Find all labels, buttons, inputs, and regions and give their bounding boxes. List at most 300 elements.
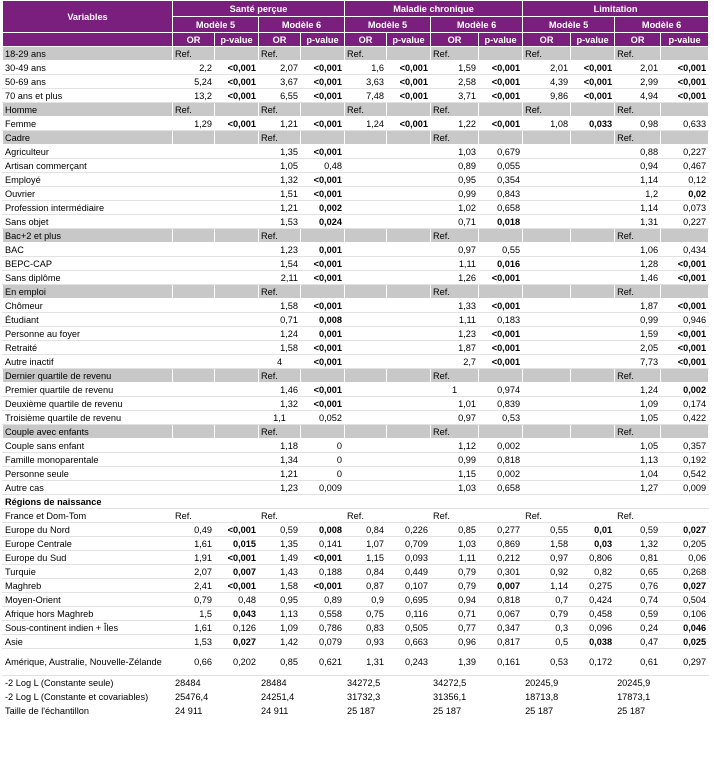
table-row	[3, 299, 709, 313]
odds-ratio-cell: 1,21	[259, 117, 301, 131]
odds-ratio-cell: 1,42	[259, 635, 301, 649]
odds-ratio-cell	[345, 201, 387, 215]
or-header: OR	[345, 33, 387, 47]
odds-ratio-cell: 1,11	[431, 313, 479, 327]
odds-ratio-cell: 0,96	[431, 635, 479, 649]
table-row	[3, 607, 709, 621]
p-value-cell: <0,001	[661, 75, 709, 89]
odds-ratio-cell	[173, 173, 215, 187]
p-value-cell: <0,001	[571, 61, 615, 75]
row-label: Famille monoparentale	[3, 453, 173, 467]
odds-ratio-cell	[345, 131, 387, 145]
row-label: Chômeur	[3, 299, 173, 313]
odds-ratio-cell: 2,05	[615, 341, 661, 355]
p-value-cell	[571, 411, 615, 425]
p-value-cell: 0,126	[215, 621, 259, 635]
p-value-cell	[387, 509, 431, 523]
p-value-cell	[387, 495, 431, 509]
p-value-cell	[301, 229, 345, 243]
p-value-cell	[661, 425, 709, 439]
odds-ratio-cell: 2,99	[615, 75, 661, 89]
odds-ratio-cell: 1,91	[173, 551, 215, 565]
p-value-cell: 0,424	[571, 593, 615, 607]
odds-ratio-cell: 0,76	[615, 579, 661, 593]
odds-ratio-cell: 2,2	[173, 61, 215, 75]
p-value-cell	[571, 369, 615, 383]
odds-ratio-cell	[345, 355, 387, 369]
odds-ratio-cell	[345, 369, 387, 383]
odds-ratio-cell	[173, 229, 215, 243]
p-value-cell: 0,073	[661, 201, 709, 215]
odds-ratio-cell	[523, 397, 571, 411]
model-header: Modèle 5	[345, 17, 431, 33]
odds-ratio-cell: 6,55	[259, 89, 301, 103]
p-value-cell	[215, 327, 259, 341]
footer-row	[3, 676, 709, 690]
table-row	[3, 523, 709, 537]
footer-value: 24 911	[259, 704, 345, 718]
p-value-cell	[215, 271, 259, 285]
odds-ratio-cell	[173, 159, 215, 173]
odds-ratio-cell: 1,08	[523, 117, 571, 131]
odds-ratio-cell: 1,31	[615, 215, 661, 229]
p-value-cell: 0,946	[661, 313, 709, 327]
or-header: OR	[523, 33, 571, 47]
odds-ratio-cell: 1,24	[345, 117, 387, 131]
p-value-cell	[571, 131, 615, 145]
p-value-cell: 0,663	[387, 635, 431, 649]
odds-ratio-cell: 4,94	[615, 89, 661, 103]
p-value-cell: 0,422	[661, 411, 709, 425]
table-row	[3, 257, 709, 271]
p-value-cell: 0,542	[661, 467, 709, 481]
p-value-cell	[387, 215, 431, 229]
reference-cell: Ref.	[259, 103, 301, 117]
p-value-cell: <0,001	[479, 61, 523, 75]
p-value-cell: <0,001	[215, 75, 259, 89]
group-header-sante: Santé perçue	[173, 1, 345, 17]
p-value-cell	[571, 215, 615, 229]
odds-ratio-cell	[523, 355, 571, 369]
p-value-cell	[387, 327, 431, 341]
p-value-cell	[571, 425, 615, 439]
reference-cell: Ref.	[615, 131, 661, 145]
p-value-cell: <0,001	[387, 89, 431, 103]
p-value-cell: <0,001	[479, 75, 523, 89]
table-row	[3, 649, 709, 676]
p-value-cell: 0,434	[661, 243, 709, 257]
p-value-cell	[571, 467, 615, 481]
p-value-cell: <0,001	[479, 117, 523, 131]
p-value-cell: 0,467	[661, 159, 709, 173]
odds-ratio-cell: 1,02	[431, 201, 479, 215]
p-value-cell	[571, 439, 615, 453]
p-value-cell: 0,843	[479, 187, 523, 201]
odds-ratio-cell: 0,79	[431, 579, 479, 593]
odds-ratio-cell	[173, 467, 215, 481]
reference-cell: Ref.	[523, 47, 571, 61]
odds-ratio-cell	[345, 453, 387, 467]
p-value-cell: 0,449	[387, 565, 431, 579]
footer-value: 25 187	[523, 704, 615, 718]
footer-value: 25 187	[615, 704, 709, 718]
odds-ratio-cell: 1,59	[431, 61, 479, 75]
odds-ratio-cell: 0,97	[431, 243, 479, 257]
row-label: Ouvrier	[3, 187, 173, 201]
reference-cell: Ref.	[431, 369, 479, 383]
odds-ratio-cell: 1,13	[615, 453, 661, 467]
odds-ratio-cell: 1,14	[615, 201, 661, 215]
odds-ratio-cell: 0,5	[523, 635, 571, 649]
p-value-cell	[215, 495, 259, 509]
odds-ratio-cell	[523, 383, 571, 397]
table-row	[3, 313, 709, 327]
p-value-cell: <0,001	[661, 327, 709, 341]
p-value-cell	[215, 397, 259, 411]
row-label: Deuxième quartile de revenu	[3, 397, 173, 411]
p-value-cell: 0,009	[301, 481, 345, 495]
reference-cell: Ref.	[431, 285, 479, 299]
variables-header: Variables	[3, 1, 173, 33]
odds-ratio-cell: 1,33	[431, 299, 479, 313]
table-row	[3, 173, 709, 187]
p-value-cell: 0,818	[479, 593, 523, 607]
p-value-cell	[479, 131, 523, 145]
p-value-cell: 0,357	[661, 439, 709, 453]
reference-cell: Ref.	[345, 47, 387, 61]
or-header: OR	[173, 33, 215, 47]
p-value-cell: 0,212	[479, 551, 523, 565]
p-value-cell	[215, 257, 259, 271]
p-value-cell: 0,48	[301, 159, 345, 173]
odds-ratio-cell	[173, 481, 215, 495]
p-value-cell: 0,504	[661, 593, 709, 607]
table-row	[3, 635, 709, 649]
row-label: Europe Centrale	[3, 537, 173, 551]
row-label: Cadre	[3, 131, 173, 145]
odds-ratio-cell: 1,43	[259, 565, 301, 579]
footer-value: 34272,5	[345, 676, 431, 690]
p-value-cell: <0,001	[215, 61, 259, 75]
p-value-cell: 0,174	[661, 397, 709, 411]
p-value-cell	[387, 411, 431, 425]
p-value-cell	[387, 453, 431, 467]
p-value-cell	[571, 355, 615, 369]
p-value-cell: <0,001	[661, 61, 709, 75]
footer-label: -2 Log L (Constante et covariables)	[3, 690, 173, 704]
odds-ratio-cell: 1,53	[173, 635, 215, 649]
table-row	[3, 201, 709, 215]
p-value-cell	[571, 187, 615, 201]
reference-cell: Ref.	[173, 103, 215, 117]
p-value-cell: 0,974	[479, 383, 523, 397]
odds-ratio-cell	[523, 215, 571, 229]
footer-value: 18713,8	[523, 690, 615, 704]
p-value-cell: <0,001	[301, 341, 345, 355]
p-value-cell: 0,043	[215, 607, 259, 621]
odds-ratio-cell: 1,06	[615, 243, 661, 257]
row-label: Femme	[3, 117, 173, 131]
table-row	[3, 187, 709, 201]
odds-ratio-cell	[173, 495, 215, 509]
reference-cell: Ref.	[615, 509, 661, 523]
p-value-cell	[387, 369, 431, 383]
p-value-cell: <0,001	[301, 173, 345, 187]
p-value-cell: 0,055	[479, 159, 523, 173]
footer-value: 34272,5	[431, 676, 523, 690]
odds-ratio-cell: 1,6	[345, 61, 387, 75]
p-value-cell	[387, 257, 431, 271]
reference-cell: Ref.	[431, 425, 479, 439]
odds-ratio-cell	[523, 453, 571, 467]
p-value-cell	[661, 509, 709, 523]
group-header-limitation: Limitation	[523, 1, 709, 17]
p-value-cell	[387, 383, 431, 397]
odds-ratio-cell: 1,07	[345, 537, 387, 551]
p-value-cell	[479, 229, 523, 243]
p-value-cell: <0,001	[479, 299, 523, 313]
pvalue-header: p-value	[571, 33, 615, 47]
reference-cell: Ref.	[431, 131, 479, 145]
row-label: Étudiant	[3, 313, 173, 327]
odds-ratio-cell	[523, 145, 571, 159]
p-value-cell	[387, 313, 431, 327]
p-value-cell	[571, 145, 615, 159]
p-value-cell	[215, 201, 259, 215]
p-value-cell: 0,202	[215, 649, 259, 676]
odds-ratio-cell	[523, 439, 571, 453]
p-value-cell: 0,633	[661, 117, 709, 131]
p-value-cell: <0,001	[301, 355, 345, 369]
p-value-cell	[387, 397, 431, 411]
odds-ratio-cell: 1,22	[431, 117, 479, 131]
reference-cell: Ref.	[615, 285, 661, 299]
odds-ratio-cell: 1,32	[259, 397, 301, 411]
odds-ratio-cell: 1,27	[615, 481, 661, 495]
odds-ratio-cell: 0,93	[345, 635, 387, 649]
p-value-cell: 0,01	[571, 523, 615, 537]
odds-ratio-cell: 0,84	[345, 565, 387, 579]
reference-group-row	[3, 229, 709, 243]
p-value-cell	[387, 47, 431, 61]
model-header: Modèle 6	[615, 17, 709, 33]
p-value-cell	[571, 509, 615, 523]
p-value-cell: <0,001	[301, 117, 345, 131]
p-value-cell: <0,001	[387, 117, 431, 131]
odds-ratio-cell	[345, 257, 387, 271]
p-value-cell	[571, 481, 615, 495]
p-value-cell	[571, 453, 615, 467]
odds-ratio-cell	[345, 299, 387, 313]
odds-ratio-cell: 3,63	[345, 75, 387, 89]
row-label: 18-29 ans	[3, 47, 173, 61]
p-value-cell: 0,82	[571, 565, 615, 579]
odds-ratio-cell: 0,55	[523, 523, 571, 537]
p-value-cell	[387, 425, 431, 439]
table-row	[3, 327, 709, 341]
table-row	[3, 397, 709, 411]
table-row	[3, 551, 709, 565]
p-value-cell: 0,53	[479, 411, 523, 425]
row-label: Asie	[3, 635, 173, 649]
p-value-cell: 0,007	[479, 579, 523, 593]
odds-ratio-cell: 0,77	[431, 621, 479, 635]
odds-ratio-cell	[523, 229, 571, 243]
odds-ratio-cell	[523, 159, 571, 173]
odds-ratio-cell: 0,59	[259, 523, 301, 537]
p-value-cell	[387, 341, 431, 355]
row-label: Couple avec enfants	[3, 425, 173, 439]
p-value-cell	[387, 201, 431, 215]
row-label: Employé	[3, 173, 173, 187]
odds-ratio-cell: 1,49	[259, 551, 301, 565]
p-value-cell: 0	[301, 439, 345, 453]
blank-header-cell	[3, 33, 173, 47]
p-value-cell: 0,002	[301, 201, 345, 215]
p-value-cell: 0,001	[301, 243, 345, 257]
or-header: OR	[259, 33, 301, 47]
p-value-cell: <0,001	[301, 75, 345, 89]
odds-ratio-cell: 1,14	[615, 173, 661, 187]
odds-ratio-cell	[523, 173, 571, 187]
odds-ratio-cell: 0,71	[431, 607, 479, 621]
odds-ratio-cell: 1,23	[431, 327, 479, 341]
odds-ratio-cell: 4,39	[523, 75, 571, 89]
p-value-cell: <0,001	[215, 523, 259, 537]
p-value-cell	[301, 103, 345, 117]
p-value-cell	[301, 47, 345, 61]
p-value-cell	[571, 341, 615, 355]
odds-ratio-cell: 0,98	[615, 117, 661, 131]
p-value-cell: 0,079	[301, 635, 345, 649]
odds-ratio-cell: 0,99	[615, 313, 661, 327]
odds-ratio-cell: 0,97	[523, 551, 571, 565]
p-value-cell	[215, 131, 259, 145]
odds-ratio-cell: 4	[259, 355, 301, 369]
p-value-cell: <0,001	[661, 257, 709, 271]
p-value-cell: 0,038	[571, 635, 615, 649]
p-value-cell	[661, 47, 709, 61]
odds-ratio-cell	[345, 383, 387, 397]
row-label: Turquie	[3, 565, 173, 579]
odds-ratio-cell	[523, 131, 571, 145]
odds-ratio-cell: 1,14	[523, 579, 571, 593]
p-value-cell: <0,001	[301, 257, 345, 271]
odds-ratio-cell: 0,53	[523, 649, 571, 676]
p-value-cell: <0,001	[479, 271, 523, 285]
odds-ratio-cell: 0,75	[345, 607, 387, 621]
odds-ratio-cell: 0,97	[431, 411, 479, 425]
p-value-cell	[661, 131, 709, 145]
table-row	[3, 243, 709, 257]
p-value-cell: <0,001	[215, 89, 259, 103]
p-value-cell	[571, 397, 615, 411]
odds-ratio-cell: 1,26	[431, 271, 479, 285]
odds-ratio-cell: 3,71	[431, 89, 479, 103]
p-value-cell	[661, 285, 709, 299]
p-value-cell	[571, 271, 615, 285]
table-row	[3, 467, 709, 481]
odds-ratio-cell: 1,18	[259, 439, 301, 453]
odds-ratio-cell: 0,24	[615, 621, 661, 635]
odds-ratio-cell	[345, 215, 387, 229]
p-value-cell	[387, 103, 431, 117]
odds-ratio-cell	[345, 173, 387, 187]
odds-ratio-cell: 1,21	[259, 201, 301, 215]
odds-ratio-cell: 1,58	[259, 299, 301, 313]
table-row	[3, 61, 709, 75]
p-value-cell	[301, 131, 345, 145]
odds-ratio-cell: 1,09	[259, 621, 301, 635]
p-value-cell: 0,621	[301, 649, 345, 676]
odds-ratio-cell	[173, 131, 215, 145]
row-label: Sans diplôme	[3, 271, 173, 285]
odds-ratio-cell: 7,73	[615, 355, 661, 369]
odds-ratio-cell	[345, 271, 387, 285]
odds-ratio-cell	[173, 411, 215, 425]
p-value-cell	[571, 285, 615, 299]
odds-ratio-cell	[173, 397, 215, 411]
regression-table	[2, 0, 709, 718]
reference-cell: Ref.	[259, 131, 301, 145]
reference-group-row	[3, 369, 709, 383]
odds-ratio-cell: 2,58	[431, 75, 479, 89]
odds-ratio-cell: 1,87	[431, 341, 479, 355]
odds-ratio-cell	[345, 481, 387, 495]
group-header-maladie: Maladie chronique	[345, 1, 523, 17]
row-label: Europe du Nord	[3, 523, 173, 537]
odds-ratio-cell	[523, 271, 571, 285]
footer-label: Taille de l'échantillon	[3, 704, 173, 718]
footer-value: 31356,1	[431, 690, 523, 704]
p-value-cell: 0,002	[479, 467, 523, 481]
p-value-cell	[387, 439, 431, 453]
p-value-cell	[479, 425, 523, 439]
odds-ratio-cell	[523, 187, 571, 201]
p-value-cell	[387, 145, 431, 159]
p-value-cell: 0,658	[479, 481, 523, 495]
odds-ratio-cell	[523, 495, 571, 509]
odds-ratio-cell: 0,9	[345, 593, 387, 607]
p-value-cell: <0,001	[215, 551, 259, 565]
odds-ratio-cell: 0,85	[259, 649, 301, 676]
table-row	[3, 593, 709, 607]
odds-ratio-cell	[523, 285, 571, 299]
odds-ratio-cell	[345, 467, 387, 481]
p-value-cell	[215, 159, 259, 173]
p-value-cell	[479, 495, 523, 509]
p-value-cell: 0,301	[479, 565, 523, 579]
p-value-cell: 0	[301, 467, 345, 481]
table-row	[3, 159, 709, 173]
odds-ratio-cell: 1,61	[173, 537, 215, 551]
odds-ratio-cell: 1,34	[259, 453, 301, 467]
p-value-cell: 0,192	[661, 453, 709, 467]
p-value-cell: <0,001	[301, 299, 345, 313]
p-value-cell	[215, 103, 259, 117]
p-value-cell: <0,001	[301, 187, 345, 201]
p-value-cell: 0,018	[479, 215, 523, 229]
pvalue-header: p-value	[215, 33, 259, 47]
p-value-cell	[661, 229, 709, 243]
p-value-cell: <0,001	[479, 327, 523, 341]
odds-ratio-cell: 1,46	[259, 383, 301, 397]
odds-ratio-cell: 0,84	[345, 523, 387, 537]
odds-ratio-cell: 1,51	[259, 187, 301, 201]
row-label: Europe du Sud	[3, 551, 173, 565]
p-value-cell	[301, 495, 345, 509]
p-value-cell: 0,025	[661, 635, 709, 649]
